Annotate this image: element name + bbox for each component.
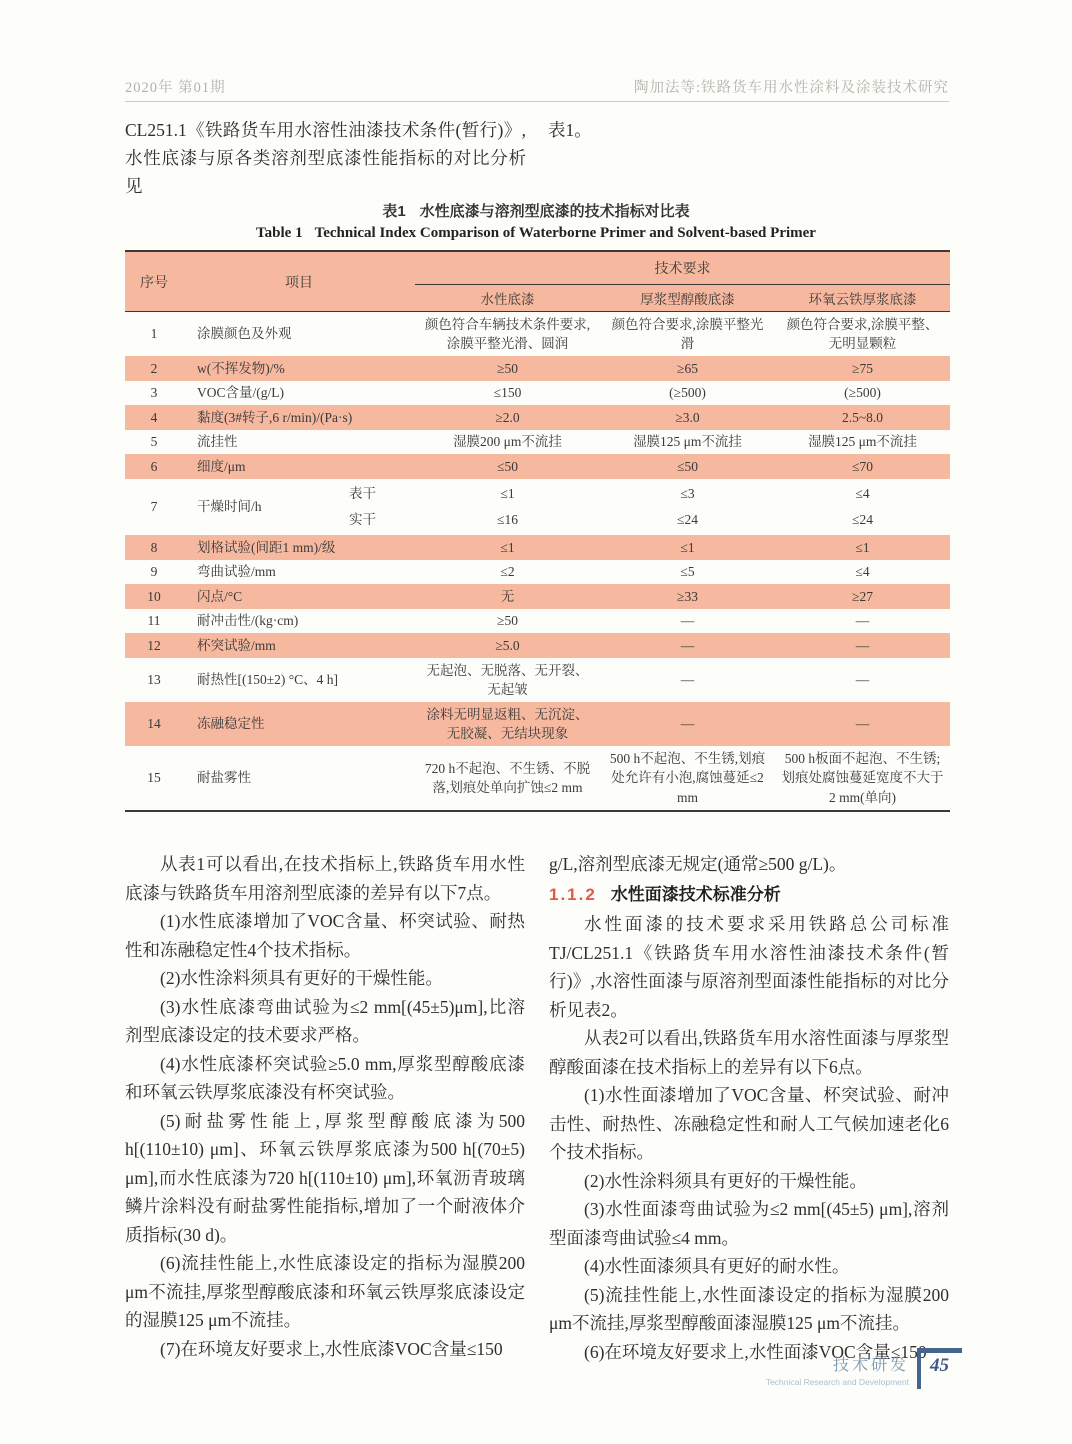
row-value: ≥33 <box>600 584 775 609</box>
row-value: 湿膜125 μm不流挂 <box>808 434 917 450</box>
table-caption-cn <box>0 200 1072 221</box>
row-value: — <box>775 702 950 746</box>
paragraph: (1)水性面漆增加了VOC含量、杯突试验、耐冲击性、耐热性、冻融稳定性和耐人工气候加速老化6个技术指标。 <box>549 1085 949 1163</box>
paragraph: (2)水性涂料须具有更好的干燥性能。 <box>160 968 443 989</box>
row-number: 8 <box>125 535 183 560</box>
intro-left-column: CL251.1《铁路货车用水溶性油漆技术条件(暂行)》,水性底漆与原各类溶剂型底漆性能指标的对比分析见 <box>125 120 526 196</box>
footer-section-cn: 技术研发 <box>832 1357 909 1374</box>
row-value: 颜色符合要求,涂膜平整、无明显颗粒 <box>786 316 939 352</box>
row-value: — <box>600 702 775 746</box>
row-value: — <box>855 613 870 629</box>
table-row <box>125 702 950 746</box>
paragraph: (1)水性底漆增加了VOC含量、杯突试验、耐热性和冻融稳定性4个技术指标。 <box>125 911 525 960</box>
row-value: ≤4 ≤24 <box>852 486 873 528</box>
table-caption-en <box>0 225 1072 242</box>
comparison-table <box>125 250 950 812</box>
row-number: 3 <box>150 385 158 401</box>
row-item: 闪点/°C <box>183 584 415 609</box>
paragraph: (5)流挂性能上,水性面漆设定的指标为湿膜200 μm不流挂,厚浆型醇酸面漆湿膜125 μm不流挂。 <box>549 1284 949 1334</box>
page-footer <box>766 1348 962 1389</box>
table-row <box>125 312 950 357</box>
row-number: 6 <box>125 454 183 479</box>
row-number: 1 <box>150 326 158 342</box>
table-row <box>125 430 950 455</box>
paragraph: (7)在环境友好要求上,水性底漆VOC含量≤150 <box>160 1338 503 1359</box>
row-value: (≥500) <box>669 385 706 401</box>
row-number: 13 <box>147 672 161 688</box>
column-header-no: 序号 <box>125 251 183 312</box>
row-number: 2 <box>125 356 183 381</box>
row-value: ≥2.0 <box>415 405 600 430</box>
row-value: ≥5.0 <box>415 633 600 658</box>
paragraph: (3)水性底漆弯曲试验为≤2 mm[(45±5)μm],比溶剂型底漆设定的技术要求严格。 <box>125 996 525 1046</box>
page-number: 45 <box>917 1348 962 1389</box>
row-number: 9 <box>150 564 158 580</box>
table-row <box>125 746 950 811</box>
row-value: ≤1 <box>415 535 600 560</box>
section-title: 水性面漆技术标准分析 <box>610 884 781 904</box>
paragraph: (6)流挂性能上,水性底漆设定的指标为湿膜200 μm不流挂,厚浆型醇酸底漆和环氧云铁厚浆底漆设定的湿膜125 μm不流挂。 <box>125 1253 525 1331</box>
row-number: 10 <box>125 584 183 609</box>
row-value: ≤3 ≤24 <box>677 486 698 528</box>
row-number: 5 <box>150 434 158 450</box>
row-number: 4 <box>125 405 183 430</box>
row-value: ≤1 ≤16 <box>497 486 518 528</box>
issue-label: 2020年 第01期 <box>125 80 226 96</box>
row-item: 冻融稳定性 <box>183 702 415 746</box>
intro-section <box>125 116 949 200</box>
row-value: ≥3.0 <box>600 405 775 430</box>
table-row <box>125 454 950 479</box>
row-item: 弯曲试验/mm <box>197 564 276 580</box>
running-head <box>125 76 949 97</box>
row-value: ≤2 <box>500 564 515 580</box>
row-number: 12 <box>125 633 183 658</box>
row-value: ≥75 <box>775 356 950 381</box>
row-value: (≥500) <box>844 385 881 401</box>
row-item: 黏度(3#转子,6 r/min)/(Pa·s) <box>183 405 415 430</box>
table-caption-en-label: Table 1 <box>256 225 303 241</box>
row-value: — <box>855 672 870 688</box>
footer-section-en: Technical Research and Development <box>765 1377 909 1387</box>
row-value: ≤1 <box>775 535 950 560</box>
header-rule <box>125 101 949 102</box>
row-value: — <box>600 633 775 658</box>
paragraph: g/L,溶剂型底漆无规定(通常≥500 g/L)。 <box>549 854 847 874</box>
row-item: 涂膜颜色及外观 <box>197 326 292 342</box>
paragraph: (2)水性涂料须具有更好的干燥性能。 <box>584 1170 867 1191</box>
paragraph: (5)耐盐雾性能上,厚浆型醇酸底漆为500 h[(110±10) μm]、环氧云铁厚浆底漆为500 h[(70±5) μm],而水性底漆为720 h[(110±10) μm],环氧沥青玻璃鳞片涂料没有耐盐雾性能指标,增加了一个耐液体介质指标(30 d)。 <box>125 1110 525 1245</box>
section-heading <box>549 881 949 909</box>
row-value: ≤1 <box>600 535 775 560</box>
row-value: ≥27 <box>775 584 950 609</box>
body-left-column <box>125 850 525 1366</box>
footer-section-labels <box>766 1352 909 1387</box>
paragraph: (3)水性面漆弯曲试验为≤2 mm[(45±5) μm],溶剂型面漆弯曲试验≤4 mm。 <box>549 1199 949 1248</box>
row-item: 细度/μm <box>183 454 415 479</box>
row-value: 湿膜125 μm不流挂 <box>633 434 742 450</box>
row-item: 杯突试验/mm <box>183 633 415 658</box>
row-number: 7 <box>150 499 158 515</box>
table-caption-cn-text: 水性底漆与溶剂型底漆的技术指标对比表 <box>419 203 690 220</box>
row-item: 耐热性[(150±2) °C、4 h] <box>197 672 339 688</box>
paragraph: (4)水性底漆杯突试验≥5.0 mm,厚浆型醇酸底漆和环氧云铁厚浆底漆没有杯突试验。 <box>125 1053 525 1103</box>
row-value: ≤150 <box>493 385 522 401</box>
row-item: w(不挥发物)/% <box>183 356 415 381</box>
table-row <box>125 356 950 381</box>
row-value: 无 <box>415 584 600 609</box>
paragraph: (4)水性面漆须具有更好的耐水性。 <box>584 1256 850 1277</box>
column-subheader: 环氧云铁厚浆底漆 <box>775 285 950 312</box>
table-row <box>125 381 950 406</box>
column-subheader: 水性底漆 <box>415 285 600 312</box>
row-item: 干燥时间/h 表干 实干 <box>197 486 376 528</box>
section-number: 1.1.2 <box>549 884 597 904</box>
table-row <box>125 633 950 658</box>
row-value: ≤4 <box>855 564 870 580</box>
row-item: 耐冲击性/(kg·cm) <box>197 613 299 629</box>
row-value: ≥50 <box>415 356 600 381</box>
table-row <box>125 609 950 634</box>
row-value: 湿膜200 μm不流挂 <box>453 434 562 450</box>
table-caption-en-text: Technical Index Comparison of Waterborne Primer and Solvent-based Primer <box>314 225 816 241</box>
row-value: ≤70 <box>775 454 950 479</box>
row-value: ≤50 <box>415 454 600 479</box>
row-value: — <box>680 672 695 688</box>
row-number: 11 <box>147 613 161 629</box>
row-item: 流挂性 <box>197 434 238 450</box>
table-row <box>125 405 950 430</box>
row-value: 720 h不起泡、不生锈、不脱落,划痕处单向扩蚀≤2 mm <box>424 760 591 796</box>
row-value: 500 h板面不起泡、不生锈;划痕处腐蚀蔓延宽度不大于2 mm(单向) <box>781 750 944 805</box>
row-value: 颜色符合车辆技术条件要求,涂膜平整光滑、圆润 <box>424 316 591 352</box>
row-item: 划格试验(间距1 mm)/级 <box>183 535 415 560</box>
table-row <box>125 479 950 535</box>
table-row <box>125 560 950 585</box>
row-value: 涂料无明显返粗、无沉淀、无胶凝、无结块现象 <box>415 702 600 746</box>
row-value: ≤5 <box>680 564 695 580</box>
row-value: ≥65 <box>600 356 775 381</box>
paragraph: 从表2可以看出,铁路货车用水溶性面漆与厚浆型醇酸面漆在技术指标上的差异有以下6点。 <box>549 1028 949 1077</box>
row-value: — <box>775 633 950 658</box>
column-subheader: 厚浆型醇酸底漆 <box>600 285 775 312</box>
paragraph: 水性面漆的技术要求采用铁路总公司标准TJ/CL251.1《铁路货车用水溶性油漆技术条件(暂行)》,水溶性面漆与原溶剂型面漆性能指标的对比分析见表2。 <box>549 914 949 1020</box>
row-value: 颜色符合要求,涂膜平整光滑 <box>611 316 764 352</box>
row-value: 500 h不起泡、不生锈,划痕处允许有小泡,腐蚀蔓延≤2 mm <box>609 750 766 805</box>
row-value: 2.5~8.0 <box>775 405 950 430</box>
row-value: ≥50 <box>497 613 518 629</box>
body-right-column <box>549 850 949 1366</box>
row-value: 无起泡、无脱落、无开裂、无起皱 <box>426 662 589 698</box>
table-row <box>125 658 950 702</box>
intro-right-column: 表1。 <box>548 120 592 140</box>
comparison-table-wrap <box>125 250 950 812</box>
row-item: 耐盐雾性 <box>197 770 251 786</box>
table-caption-cn-label: 表1 <box>382 203 406 220</box>
article-running-title: 陶加法等:铁路货车用水性涂料及涂装技术研究 <box>633 80 949 96</box>
paragraph: (6)在环境友好要求上,水性面漆VOC含量≤150 <box>584 1341 927 1362</box>
table-row <box>125 584 950 609</box>
row-value: ≤50 <box>600 454 775 479</box>
row-number: 15 <box>147 770 161 786</box>
column-header-requirements: 技术要求 <box>415 251 950 285</box>
row-number: 14 <box>125 702 183 746</box>
paragraph: 从表1可以看出,在技术指标上,铁路货车用水性底漆与铁路货车用溶剂型底漆的差异有以下7点。 <box>125 854 525 903</box>
body-text <box>125 850 949 1366</box>
row-item: VOC含量/(g/L) <box>197 385 284 401</box>
column-header-item: 项目 <box>183 251 415 312</box>
row-value: — <box>680 613 695 629</box>
table-row <box>125 535 950 560</box>
